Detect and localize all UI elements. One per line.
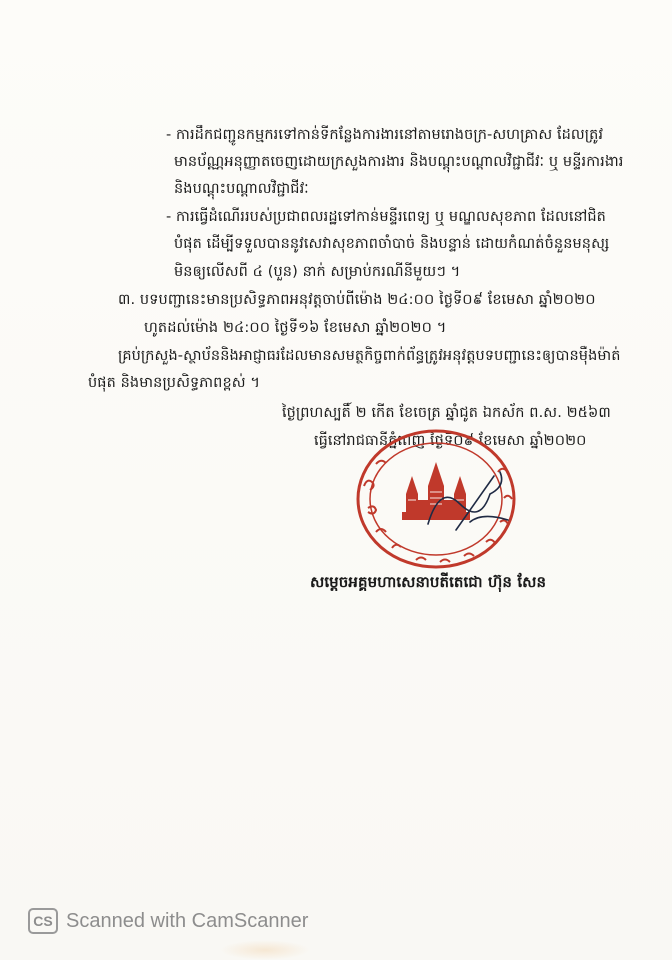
scan-smudge	[220, 940, 310, 960]
clause-3-line-1: ៣. បទបញ្ជានេះមានប្រសិទ្ធភាពអនុវត្តចាប់ពីម៉ោង ២៤:០០ ថ្ងៃទី០៩ ខែមេសា ឆ្នាំ២០២០	[118, 292, 596, 308]
bullet-line-4: - ការធ្វើដំណើររបស់ប្រជាពលរដ្ឋទៅកាន់មន្ទីរពេទ្យ ឬ មណ្ឌលសុខភាព ដែលនៅជិត	[166, 209, 606, 225]
bullet-line-3: និងបណ្តុះបណ្តាលវិជ្ជាជីវៈ	[174, 181, 309, 197]
closing-line-1: គ្រប់ក្រសួង-ស្ថាប័ននិងអាជ្ញាធរដែលមានសមត្ថកិច្ចពាក់ព័ន្ធត្រូវអនុវត្តបទបញ្ជានេះឲ្យបានម៉ឺងម៉ាត់	[118, 348, 621, 364]
closing-line-2: បំផុត និងមានប្រសិទ្ធភាពខ្ពស់ ។	[88, 375, 261, 391]
signatory-name: សម្តេចអគ្គមហាសេនាបតីតេជោ ហ៊ុន សែន	[310, 573, 547, 591]
clause-3-line-2: ហូតដល់ម៉ោង ២៤:០០ ថ្ងៃទី១៦ ខែមេសា ឆ្នាំ២០២០ ។	[144, 320, 447, 336]
solar-date: ធ្វើនៅរាជធានីភ្នំពេញ ថ្ងៃទី០៩ ខែមេសា ឆ្នាំ២០២០	[314, 433, 587, 449]
camscanner-icon: CS	[28, 908, 58, 934]
handwritten-signature	[420, 464, 520, 544]
watermark-text: Scanned with CamScanner	[66, 909, 309, 932]
bullet-line-6: មិនឲ្យលើសពី ៤ (បួន) នាក់ សម្រាប់ករណីនីមួយៗ ។	[174, 264, 461, 280]
bullet-line-1: - ការដឹកជញ្ជូនកម្មករទៅកាន់ទីកន្លែងការងារនៅតាមរោងចក្រ-សហគ្រាស ដែលត្រូវ	[166, 127, 604, 143]
camscanner-watermark	[28, 906, 308, 936]
bullet-line-5: បំផុត ដើម្បីទទួលបាននូវសេវាសុខភាពចាំបាច់ និងបន្ទាន់ ដោយកំណត់ចំនួនមនុស្ស	[174, 236, 610, 252]
lunar-date: ថ្ងៃព្រហស្បតិ៍ ២ កើត ខែចេត្រ ឆ្នាំជូត ឯកស័ក ព.ស. ២៥៦៣	[282, 405, 611, 421]
bullet-line-2: មានប័ណ្ណអនុញ្ញាតចេញដោយក្រសួងការងារ និងបណ្តុះបណ្តាលវិជ្ជាជីវៈ ឬ មន្ទីរការងារ	[174, 154, 624, 170]
